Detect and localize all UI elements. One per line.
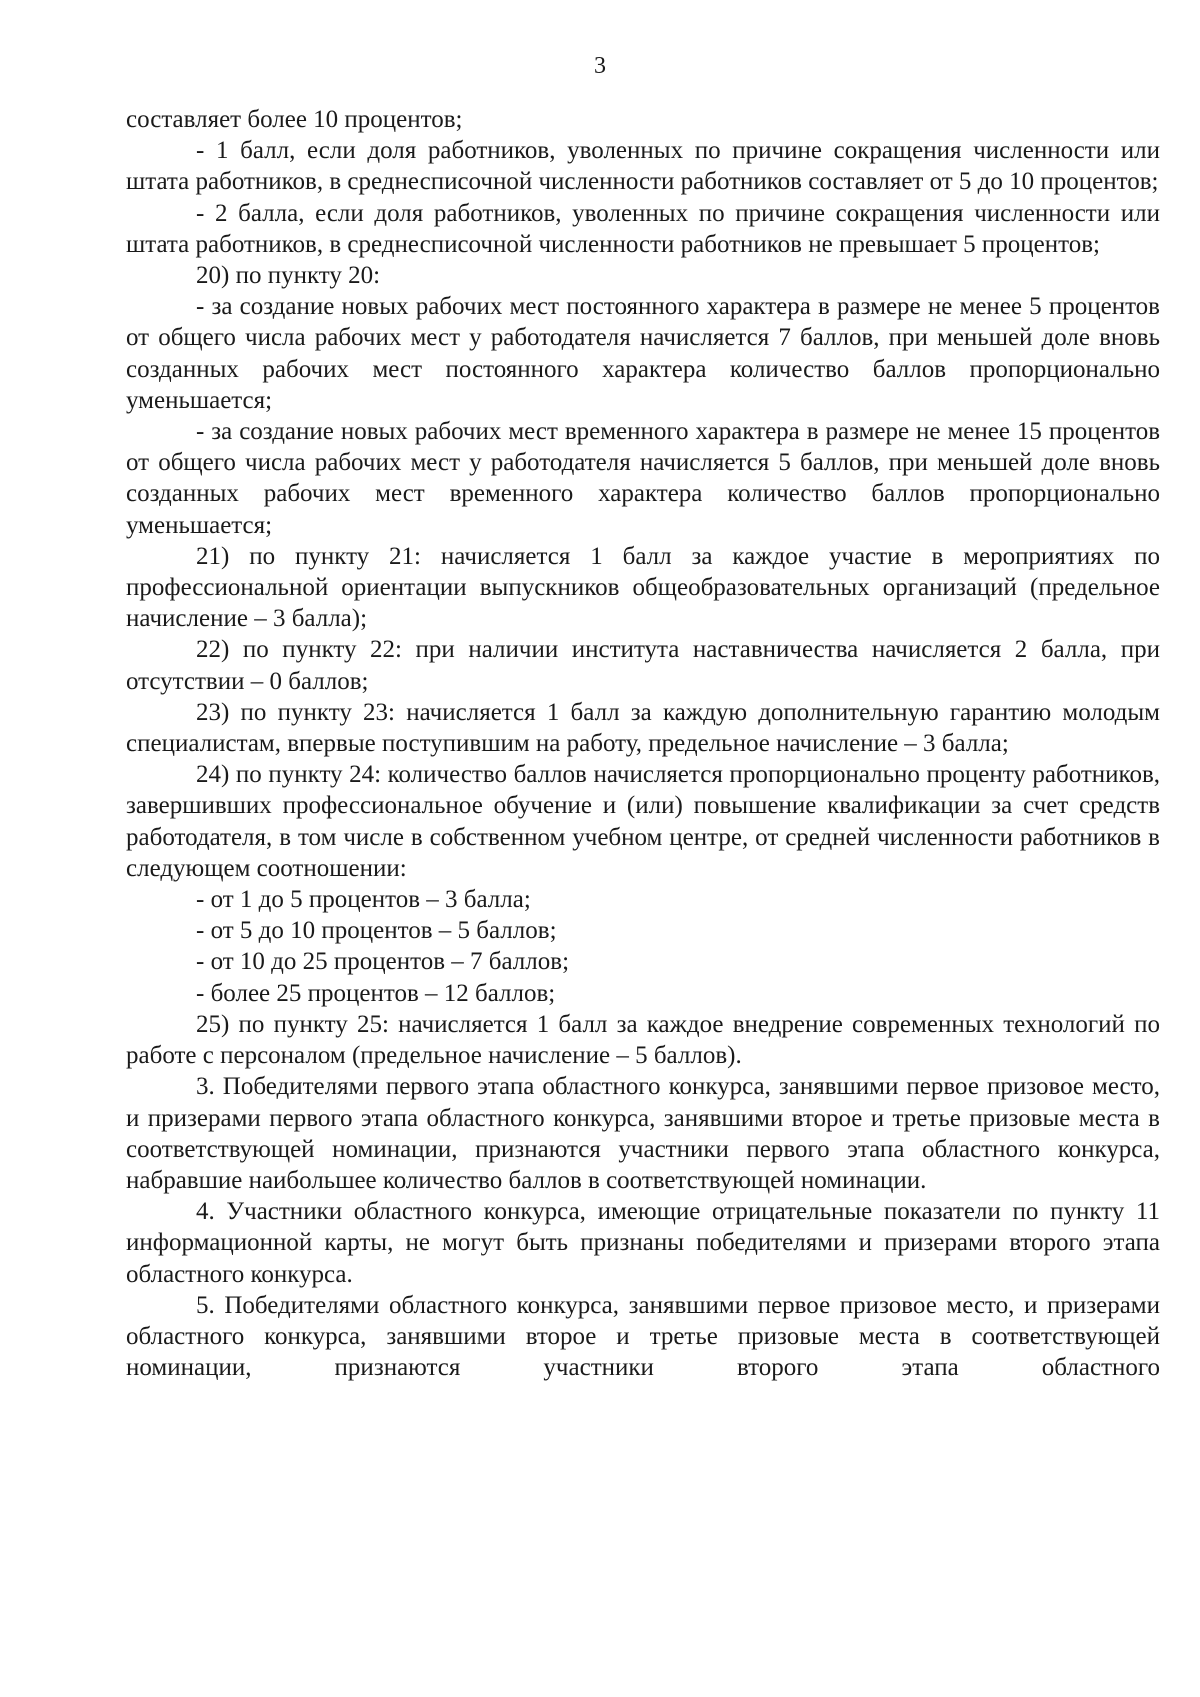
paragraph: - за создание новых рабочих мест постоянного характера в размере не менее 5 процентов от общего числа рабочих мест у работодателя начисляется 7 баллов, при меньшей доле вновь созданных рабочих мест постоянного характера количество баллов пропорционально уменьшается; [126,293,1160,414]
paragraph: 5. Победителями областного конкурса, занявшими первое призовое место, и призерами областного конкурса, занявшими второе и третье призовые места в соответствующей номинации, признаются участники второго этапа областного [126,1291,1160,1382]
paragraph: 3. Победителями первого этапа областного конкурса, занявшими первое призовое место, и призерами первого этапа областного конкурса, занявшими второе и третье призовые места в соответствующей номинации, признаются участники первого этапа областного конкурса, набравшие наибольшее количество баллов в соответствующей номинации. [126,1073,1160,1194]
paragraph: 4. Участники областного конкурса, имеющие отрицательные показатели по пункту 11 информационной карты, не могут быть признаны победителями и призерами второго этапа областного конкурса. [126,1198,1160,1288]
page-number: 3 [594,53,606,79]
paragraph: - за создание новых рабочих мест временного характера в размере не менее 15 процентов от общего числа рабочих мест у работодателя начисляется 5 баллов, при меньшей доле вновь созданных рабочих мест временного характера количество баллов пропорционально уменьшается; [126,418,1160,539]
paragraph: 25) по пункту 25: начисляется 1 балл за каждое внедрение современных технологий по работе с персоналом (предельное начисление – 5 баллов). [126,1010,1160,1070]
paragraph: - 1 балл, если доля работников, уволенных по причине сокращения численности или штата работников, в среднесписочной численности работников составляет от 5 до 10 процентов; [126,137,1160,196]
document-body [126,104,1160,1383]
list-item: - от 10 до 25 процентов – 7 баллов; [196,948,570,976]
paragraph: 23) по пункту 23: начисляется 1 балл за каждую дополнительную гарантию молодым специалистам, впервые поступившим на работу, предельное начисление – 3 балла; [126,698,1160,758]
list-item: - от 1 до 5 процентов – 3 балла; [196,886,531,914]
paragraph: - 2 балла, если доля работников, уволенных по причине сокращения численности или штата работников, в среднесписочной численности работников не превышает 5 процентов; [126,199,1160,258]
paragraph: составляет более 10 процентов; [126,106,463,133]
paragraph: 20) по пункту 20: [196,262,381,290]
list-item: - от 5 до 10 процентов – 5 баллов; [196,917,557,945]
paragraph: 21) по пункту 21: начисляется 1 балл за каждое участие в мероприятиях по профессиональной ориентации выпускников общеобразовательных организаций (предельное начисление – 3 балла); [126,542,1160,633]
paragraph: 24) по пункту 24: количество баллов начисляется пропорционально проценту работников, завершивших профессиональное обучение и (или) повышение квалификации за счет средств работодателя, в том числе в собственном учебном центре, от средней численности работников в следующем соотношении: [126,761,1160,882]
list-item: - более 25 процентов – 12 баллов; [196,979,556,1007]
paragraph: 22) по пункту 22: при наличии института наставничества начисляется 2 балла, при отсутствии – 0 баллов; [126,636,1160,695]
